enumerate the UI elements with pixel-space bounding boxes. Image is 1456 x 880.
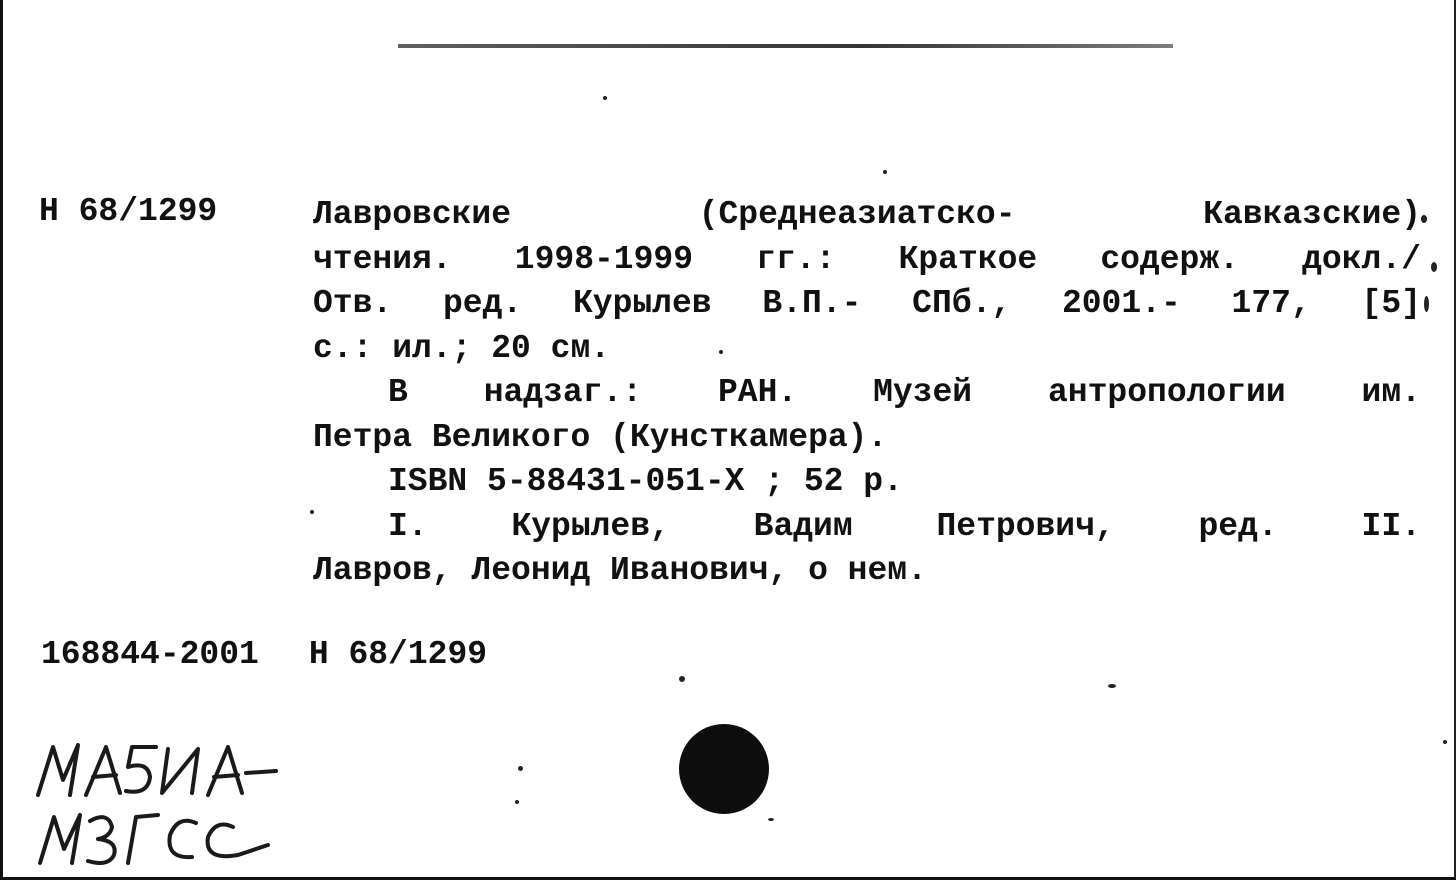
scan-speck: [310, 510, 314, 514]
shelf-mark-top: Н 68/1299: [39, 193, 218, 230]
scan-speck: [518, 766, 523, 771]
scan-speck: [679, 676, 685, 682]
entry-line-1: Лавровские (Среднеазиатско- Кавказские): [313, 196, 1421, 233]
bibliographic-entry: [313, 193, 1421, 594]
entry-line-3: Отв. ред. Курылев В.П.- СПб., 2001.- 177, [5]: [313, 285, 1421, 322]
scan-speck: [515, 800, 519, 804]
scan-speck: [1443, 740, 1447, 744]
scan-speck: [1424, 296, 1429, 312]
scan-speck: [1431, 262, 1437, 272]
card-footer: [41, 636, 487, 673]
isbn-line: ISBN 5-88431-051-X ; 52 р.: [388, 463, 903, 500]
entry-line-2: чтения. 1998-1999 гг.: Краткое содерж. докл./: [313, 240, 1421, 278]
scan-speck: [719, 350, 723, 354]
punch-hole: [679, 724, 769, 814]
entry-line-9: Лавров, Леонид Иванович, о нем.: [313, 552, 927, 589]
handwritten-notes: [28, 735, 298, 875]
scan-speck: [768, 818, 774, 821]
scan-speck: [883, 170, 887, 174]
scan-speck: [603, 96, 607, 100]
entry-line-6: Петра Великого (Кунсткамера).: [313, 418, 888, 456]
top-rule-line: [398, 44, 1173, 48]
shelf-mark-bottom: Н 68/1299: [308, 636, 488, 673]
scan-speck: [1421, 215, 1427, 223]
entry-line-4: с.: ил.; 20 см.: [313, 329, 611, 367]
scan-speck: [1108, 684, 1116, 688]
entry-line-5: В надзаг.: РАН. Музей антропологии им.: [388, 374, 1421, 411]
inventory-number: 168844-2001: [41, 636, 259, 673]
entry-line-8: I. Курылев, Вадим Петрович, ред. II.: [388, 507, 1421, 545]
